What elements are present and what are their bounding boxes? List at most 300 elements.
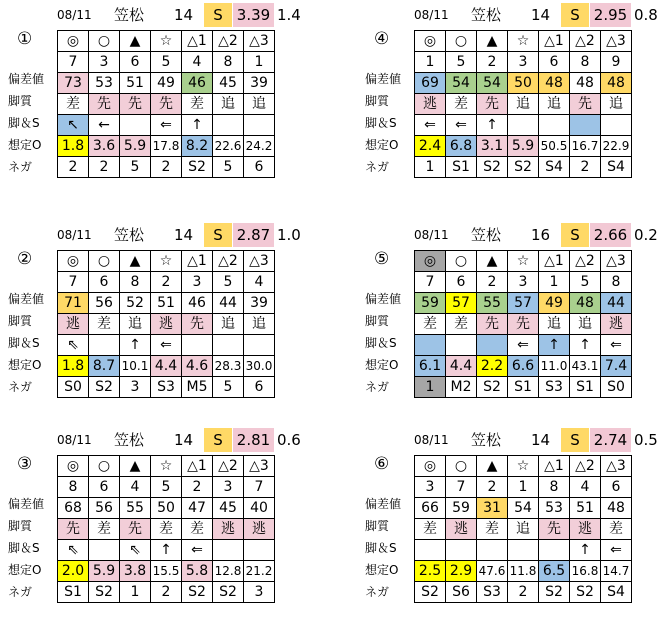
grid-row-odds	[415, 561, 632, 582]
grid-row-arrow	[58, 540, 275, 561]
score-sub-value: 0.8	[634, 6, 658, 24]
cell-arrow: ⇐	[151, 115, 182, 136]
cell-marks: ◎	[415, 31, 446, 52]
race-panel	[0, 428, 304, 633]
cell-style: 逃	[570, 519, 601, 540]
venue-name: 笠松	[471, 226, 502, 244]
cell-hensa: 73	[58, 73, 89, 94]
cell-marks: ○	[89, 251, 120, 272]
cell-style: 先	[508, 314, 539, 335]
cell-style: 逃	[601, 314, 632, 335]
cell-style: 追	[539, 314, 570, 335]
score-value: 3.39	[233, 3, 274, 27]
horse-grid	[414, 30, 632, 178]
cell-odds: 12.8	[213, 561, 244, 582]
cell-style: 追	[244, 94, 275, 115]
field-size: 14	[531, 431, 551, 449]
grade-badge: S	[204, 223, 232, 247]
grid-row-style	[58, 94, 275, 115]
cell-nega: 2	[151, 582, 182, 603]
cell-style: 先	[570, 94, 601, 115]
cell-nega: S2	[182, 157, 213, 178]
cell-nega: S1	[570, 377, 601, 398]
cell-odds: 2.4	[415, 136, 446, 157]
cell-nega: 1	[415, 157, 446, 178]
cell-arrow: ↑	[120, 335, 151, 356]
cell-style: 追	[570, 314, 601, 335]
cell-nega: S4	[539, 157, 570, 178]
row-label: 脚質	[365, 519, 390, 533]
cell-arrow: ↑	[539, 335, 570, 356]
cell-arrow: ⇖	[58, 540, 89, 561]
cell-nega: S2	[539, 582, 570, 603]
race-number: ②	[17, 249, 33, 269]
cell-marks: △2	[213, 31, 244, 52]
cell-hensa: 56	[89, 293, 120, 314]
cell-odds: 4.4	[446, 356, 477, 377]
grade-badge: S	[561, 428, 589, 452]
cell-marks: ◎	[415, 251, 446, 272]
cell-hensa: 48	[601, 73, 632, 94]
cell-style: 先	[58, 519, 89, 540]
cell-horses: 3	[508, 52, 539, 73]
grid-row-odds	[58, 561, 275, 582]
cell-marks: ○	[89, 456, 120, 477]
cell-odds: 6.8	[446, 136, 477, 157]
cell-odds: 5.8	[182, 561, 213, 582]
cell-odds: 4.6	[182, 356, 213, 377]
cell-arrow: ↑	[570, 335, 601, 356]
cell-marks: △2	[213, 456, 244, 477]
row-label: 脚質	[8, 94, 33, 108]
cell-style: 差	[446, 94, 477, 115]
cell-hensa: 69	[415, 73, 446, 94]
cell-horses: 2	[477, 477, 508, 498]
grade-badge: S	[561, 3, 589, 27]
cell-hensa: 54	[477, 73, 508, 94]
row-label: ネガ	[365, 585, 390, 599]
cell-odds: 4.4	[151, 356, 182, 377]
cell-odds: 22.9	[601, 136, 632, 157]
cell-style: 差	[151, 519, 182, 540]
row-label: 想定O	[8, 563, 42, 577]
cell-marks: ☆	[151, 251, 182, 272]
horse-grid	[414, 250, 632, 398]
cell-marks: △1	[539, 251, 570, 272]
cell-marks: △3	[601, 31, 632, 52]
cell-hensa: 48	[539, 73, 570, 94]
cell-nega: S6	[446, 582, 477, 603]
grid-row-hensa	[415, 498, 632, 519]
cell-style: 先	[89, 94, 120, 115]
cell-nega: 2	[508, 582, 539, 603]
row-label: ネガ	[365, 160, 390, 174]
score-value: 2.74	[590, 428, 631, 452]
cell-marks: △3	[244, 251, 275, 272]
row-label: 脚質	[8, 519, 33, 533]
cell-marks: ☆	[508, 251, 539, 272]
cell-marks: ▲	[120, 31, 151, 52]
cell-arrow	[477, 540, 508, 561]
row-label: 脚＆S	[365, 336, 397, 350]
cell-style: 追	[508, 94, 539, 115]
cell-arrow	[89, 540, 120, 561]
cell-odds: 2.9	[446, 561, 477, 582]
cell-style: 差	[89, 519, 120, 540]
cell-hensa: 47	[182, 498, 213, 519]
cell-marks: ☆	[151, 31, 182, 52]
grid-row-arrow	[58, 115, 275, 136]
cell-style: 差	[182, 94, 213, 115]
grid-row-nega	[58, 377, 275, 398]
grid-row-marks	[58, 251, 275, 272]
cell-nega: S0	[601, 377, 632, 398]
cell-marks: △1	[182, 251, 213, 272]
cell-style: 追	[539, 94, 570, 115]
cell-odds: 2.0	[58, 561, 89, 582]
field-size: 16	[531, 226, 551, 244]
cell-nega: S1	[58, 582, 89, 603]
cell-arrow	[120, 115, 151, 136]
cell-style: 先	[477, 94, 508, 115]
row-label: 脚質	[8, 314, 33, 328]
cell-marks: ◎	[58, 31, 89, 52]
cell-marks: ○	[446, 251, 477, 272]
grid-row-marks	[58, 456, 275, 477]
race-date: 08/11	[414, 228, 449, 242]
grid-row-nega	[415, 582, 632, 603]
cell-odds: 16.7	[570, 136, 601, 157]
field-size: 14	[174, 431, 194, 449]
cell-arrow	[213, 335, 244, 356]
cell-marks: ☆	[151, 456, 182, 477]
grid-row-nega	[415, 157, 632, 178]
cell-style: 差	[415, 314, 446, 335]
cell-nega: S2	[89, 377, 120, 398]
cell-arrow: ↑	[477, 115, 508, 136]
cell-arrow	[213, 115, 244, 136]
race-panel	[0, 223, 304, 428]
race-date: 08/11	[57, 433, 92, 447]
venue-name: 笠松	[471, 431, 502, 449]
cell-odds: 1.8	[58, 136, 89, 157]
cell-marks: ○	[446, 31, 477, 52]
cell-style: 先	[477, 314, 508, 335]
cell-odds: 3.1	[477, 136, 508, 157]
row-label: 偏差値	[8, 497, 45, 511]
cell-horses: 2	[477, 52, 508, 73]
cell-arrow	[446, 335, 477, 356]
cell-odds: 11.0	[539, 356, 570, 377]
cell-horses: 6	[89, 272, 120, 293]
panel-header	[57, 223, 304, 247]
race-date: 08/11	[57, 228, 92, 242]
cell-style: 差	[89, 314, 120, 335]
cell-nega: S1	[446, 157, 477, 178]
cell-horses: 5	[213, 272, 244, 293]
cell-hensa: 50	[508, 73, 539, 94]
grid-row-horses	[58, 272, 275, 293]
cell-hensa: 48	[570, 73, 601, 94]
cell-hensa: 40	[244, 498, 275, 519]
cell-style: 逃	[446, 519, 477, 540]
cell-hensa: 44	[213, 293, 244, 314]
row-label: 偏差値	[365, 292, 402, 306]
score-sub-value: 0.6	[277, 431, 301, 449]
row-label: 脚＆S	[8, 541, 40, 555]
panel-header	[57, 428, 304, 452]
cell-horses: 4	[120, 477, 151, 498]
grid-row-marks	[415, 456, 632, 477]
cell-style: 差	[446, 314, 477, 335]
cell-odds: 10.1	[120, 356, 151, 377]
cell-odds: 2.5	[415, 561, 446, 582]
cell-arrow: ⇐	[601, 540, 632, 561]
cell-odds: 8.7	[89, 356, 120, 377]
cell-hensa: 57	[508, 293, 539, 314]
row-label: ネガ	[8, 380, 33, 394]
cell-style: 追	[213, 94, 244, 115]
cell-horses: 7	[58, 272, 89, 293]
cell-nega: S2	[89, 582, 120, 603]
cell-arrow: ←	[89, 115, 120, 136]
cell-arrow: ↑	[182, 115, 213, 136]
cell-hensa: 52	[120, 293, 151, 314]
race-number: ⑥	[374, 454, 390, 474]
cell-nega: 1	[120, 582, 151, 603]
cell-marks: △3	[601, 456, 632, 477]
cell-marks: ▲	[120, 251, 151, 272]
cell-style: 逃	[415, 94, 446, 115]
cell-marks: △1	[539, 31, 570, 52]
score-sub-value: 1.4	[277, 6, 301, 24]
grid-row-odds	[58, 136, 275, 157]
horse-grid	[57, 250, 275, 398]
cell-horses: 1	[539, 272, 570, 293]
grid-row-style	[58, 314, 275, 335]
cell-odds: 22.6	[213, 136, 244, 157]
cell-marks: ☆	[508, 31, 539, 52]
cell-marks: △2	[213, 251, 244, 272]
cell-hensa: 51	[151, 293, 182, 314]
cell-nega: 5	[213, 157, 244, 178]
cell-odds: 16.8	[570, 561, 601, 582]
row-label: 脚＆S	[365, 116, 397, 130]
cell-hensa: 56	[89, 498, 120, 519]
grid-row-arrow	[415, 540, 632, 561]
cell-arrow	[244, 115, 275, 136]
cell-style: 先	[120, 519, 151, 540]
row-label: 偏差値	[365, 497, 402, 511]
grid-row-horses	[58, 52, 275, 73]
grid-row-nega	[58, 157, 275, 178]
race-panel	[357, 223, 661, 428]
cell-hensa: 66	[415, 498, 446, 519]
cell-hensa: 49	[539, 293, 570, 314]
cell-style: 逃	[244, 519, 275, 540]
cell-horses: 4	[244, 272, 275, 293]
cell-odds: 6.6	[508, 356, 539, 377]
venue-name: 笠松	[114, 6, 145, 24]
race-date: 08/11	[414, 433, 449, 447]
cell-nega: S2	[477, 377, 508, 398]
cell-hensa: 54	[508, 498, 539, 519]
row-label: 脚＆S	[8, 336, 40, 350]
grid-row-horses	[415, 272, 632, 293]
cell-arrow	[244, 335, 275, 356]
cell-odds: 5.9	[120, 136, 151, 157]
cell-arrow: ⇖	[58, 335, 89, 356]
cell-horses: 8	[120, 272, 151, 293]
cell-style: 先	[120, 94, 151, 115]
grid-row-hensa	[58, 73, 275, 94]
cell-odds: 17.8	[151, 136, 182, 157]
cell-arrow	[446, 540, 477, 561]
cell-nega: S3	[477, 582, 508, 603]
panel-header	[414, 428, 661, 452]
race-number: ③	[17, 454, 33, 474]
cell-nega: S2	[182, 582, 213, 603]
cell-arrow: ↑	[570, 540, 601, 561]
cell-marks: ○	[446, 456, 477, 477]
panel-header	[57, 3, 304, 27]
cell-odds: 43.1	[570, 356, 601, 377]
cell-horses: 5	[446, 52, 477, 73]
cell-hensa: 51	[120, 73, 151, 94]
cell-odds: 30.0	[244, 356, 275, 377]
cell-marks: ▲	[477, 251, 508, 272]
cell-style: 差	[58, 94, 89, 115]
venue-name: 笠松	[471, 6, 502, 24]
grid-row-nega	[415, 377, 632, 398]
horse-grid	[57, 455, 275, 603]
cell-hensa: 39	[244, 293, 275, 314]
cell-hensa: 45	[213, 498, 244, 519]
cell-hensa: 39	[244, 73, 275, 94]
grid-row-style	[415, 94, 632, 115]
cell-horses: 8	[213, 52, 244, 73]
cell-marks: ◎	[58, 251, 89, 272]
cell-horses: 3	[415, 477, 446, 498]
cell-horses: 3	[213, 477, 244, 498]
cell-nega: S4	[601, 157, 632, 178]
cell-arrow: ⇐	[601, 335, 632, 356]
cell-horses: 2	[477, 272, 508, 293]
cell-marks: △2	[570, 456, 601, 477]
cell-style: 追	[601, 94, 632, 115]
cell-horses: 6	[446, 272, 477, 293]
cell-odds: 6.1	[415, 356, 446, 377]
cell-nega: 3	[244, 582, 275, 603]
cell-hensa: 44	[601, 293, 632, 314]
row-label: 偏差値	[8, 72, 45, 86]
grid-row-marks	[58, 31, 275, 52]
cell-horses: 2	[182, 477, 213, 498]
cell-style: 追	[120, 314, 151, 335]
cell-marks: △3	[601, 251, 632, 272]
cell-nega: 6	[244, 377, 275, 398]
cell-arrow: ⇐	[415, 115, 446, 136]
cell-arrow	[508, 540, 539, 561]
cell-arrow	[508, 115, 539, 136]
cell-marks: △3	[244, 456, 275, 477]
cell-nega: M2	[446, 377, 477, 398]
cell-marks: ○	[89, 31, 120, 52]
row-label: 想定O	[365, 138, 399, 152]
cell-horses: 7	[446, 477, 477, 498]
race-date: 08/11	[414, 8, 449, 22]
row-label: 想定O	[365, 563, 399, 577]
cell-odds: 3.8	[120, 561, 151, 582]
cell-nega: 6	[244, 157, 275, 178]
cell-horses: 3	[89, 52, 120, 73]
row-label: 想定O	[8, 138, 42, 152]
grid-row-hensa	[58, 293, 275, 314]
cell-horses: 7	[244, 477, 275, 498]
cell-hensa: 49	[151, 73, 182, 94]
cell-style: 追	[244, 314, 275, 335]
score-value: 2.81	[233, 428, 274, 452]
row-label: 脚質	[365, 314, 390, 328]
cell-odds: 8.2	[182, 136, 213, 157]
cell-hensa: 59	[446, 498, 477, 519]
cell-hensa: 46	[182, 73, 213, 94]
race-number: ⑤	[374, 249, 390, 269]
cell-nega: S4	[601, 582, 632, 603]
grid-row-horses	[415, 52, 632, 73]
cell-arrow: ↖	[58, 115, 89, 136]
cell-arrow	[244, 540, 275, 561]
cell-nega: S0	[58, 377, 89, 398]
venue-name: 笠松	[114, 226, 145, 244]
cell-style: 差	[477, 519, 508, 540]
cell-horses: 3	[508, 272, 539, 293]
cell-arrow: ⇐	[151, 335, 182, 356]
race-panel	[0, 3, 304, 208]
grid-row-style	[415, 314, 632, 335]
row-label: ネガ	[8, 585, 33, 599]
cell-style: 逃	[58, 314, 89, 335]
cell-marks: △2	[570, 31, 601, 52]
cell-hensa: 55	[120, 498, 151, 519]
cell-style: 先	[182, 314, 213, 335]
cell-odds: 2.2	[477, 356, 508, 377]
cell-marks: △1	[182, 456, 213, 477]
cell-nega: 1	[415, 377, 446, 398]
cell-arrow: ⇐	[446, 115, 477, 136]
cell-arrow: ⇐	[182, 540, 213, 561]
cell-horses: 2	[151, 272, 182, 293]
cell-arrow: ⇖	[120, 540, 151, 561]
grade-badge: S	[204, 3, 232, 27]
row-label: ネガ	[365, 380, 390, 394]
cell-style: 追	[508, 519, 539, 540]
cell-nega: S1	[508, 377, 539, 398]
race-panel	[357, 3, 661, 208]
cell-style: 逃	[151, 314, 182, 335]
cell-nega: 5	[213, 377, 244, 398]
field-size: 14	[174, 6, 194, 24]
cell-nega: S2	[508, 157, 539, 178]
cell-horses: 6	[89, 477, 120, 498]
grid-row-hensa	[415, 73, 632, 94]
score-value: 2.95	[590, 3, 631, 27]
cell-horses: 4	[182, 52, 213, 73]
score-sub-value: 0.2	[634, 226, 658, 244]
cell-hensa: 57	[446, 293, 477, 314]
cell-nega: 2	[151, 157, 182, 178]
cell-marks: ◎	[415, 456, 446, 477]
